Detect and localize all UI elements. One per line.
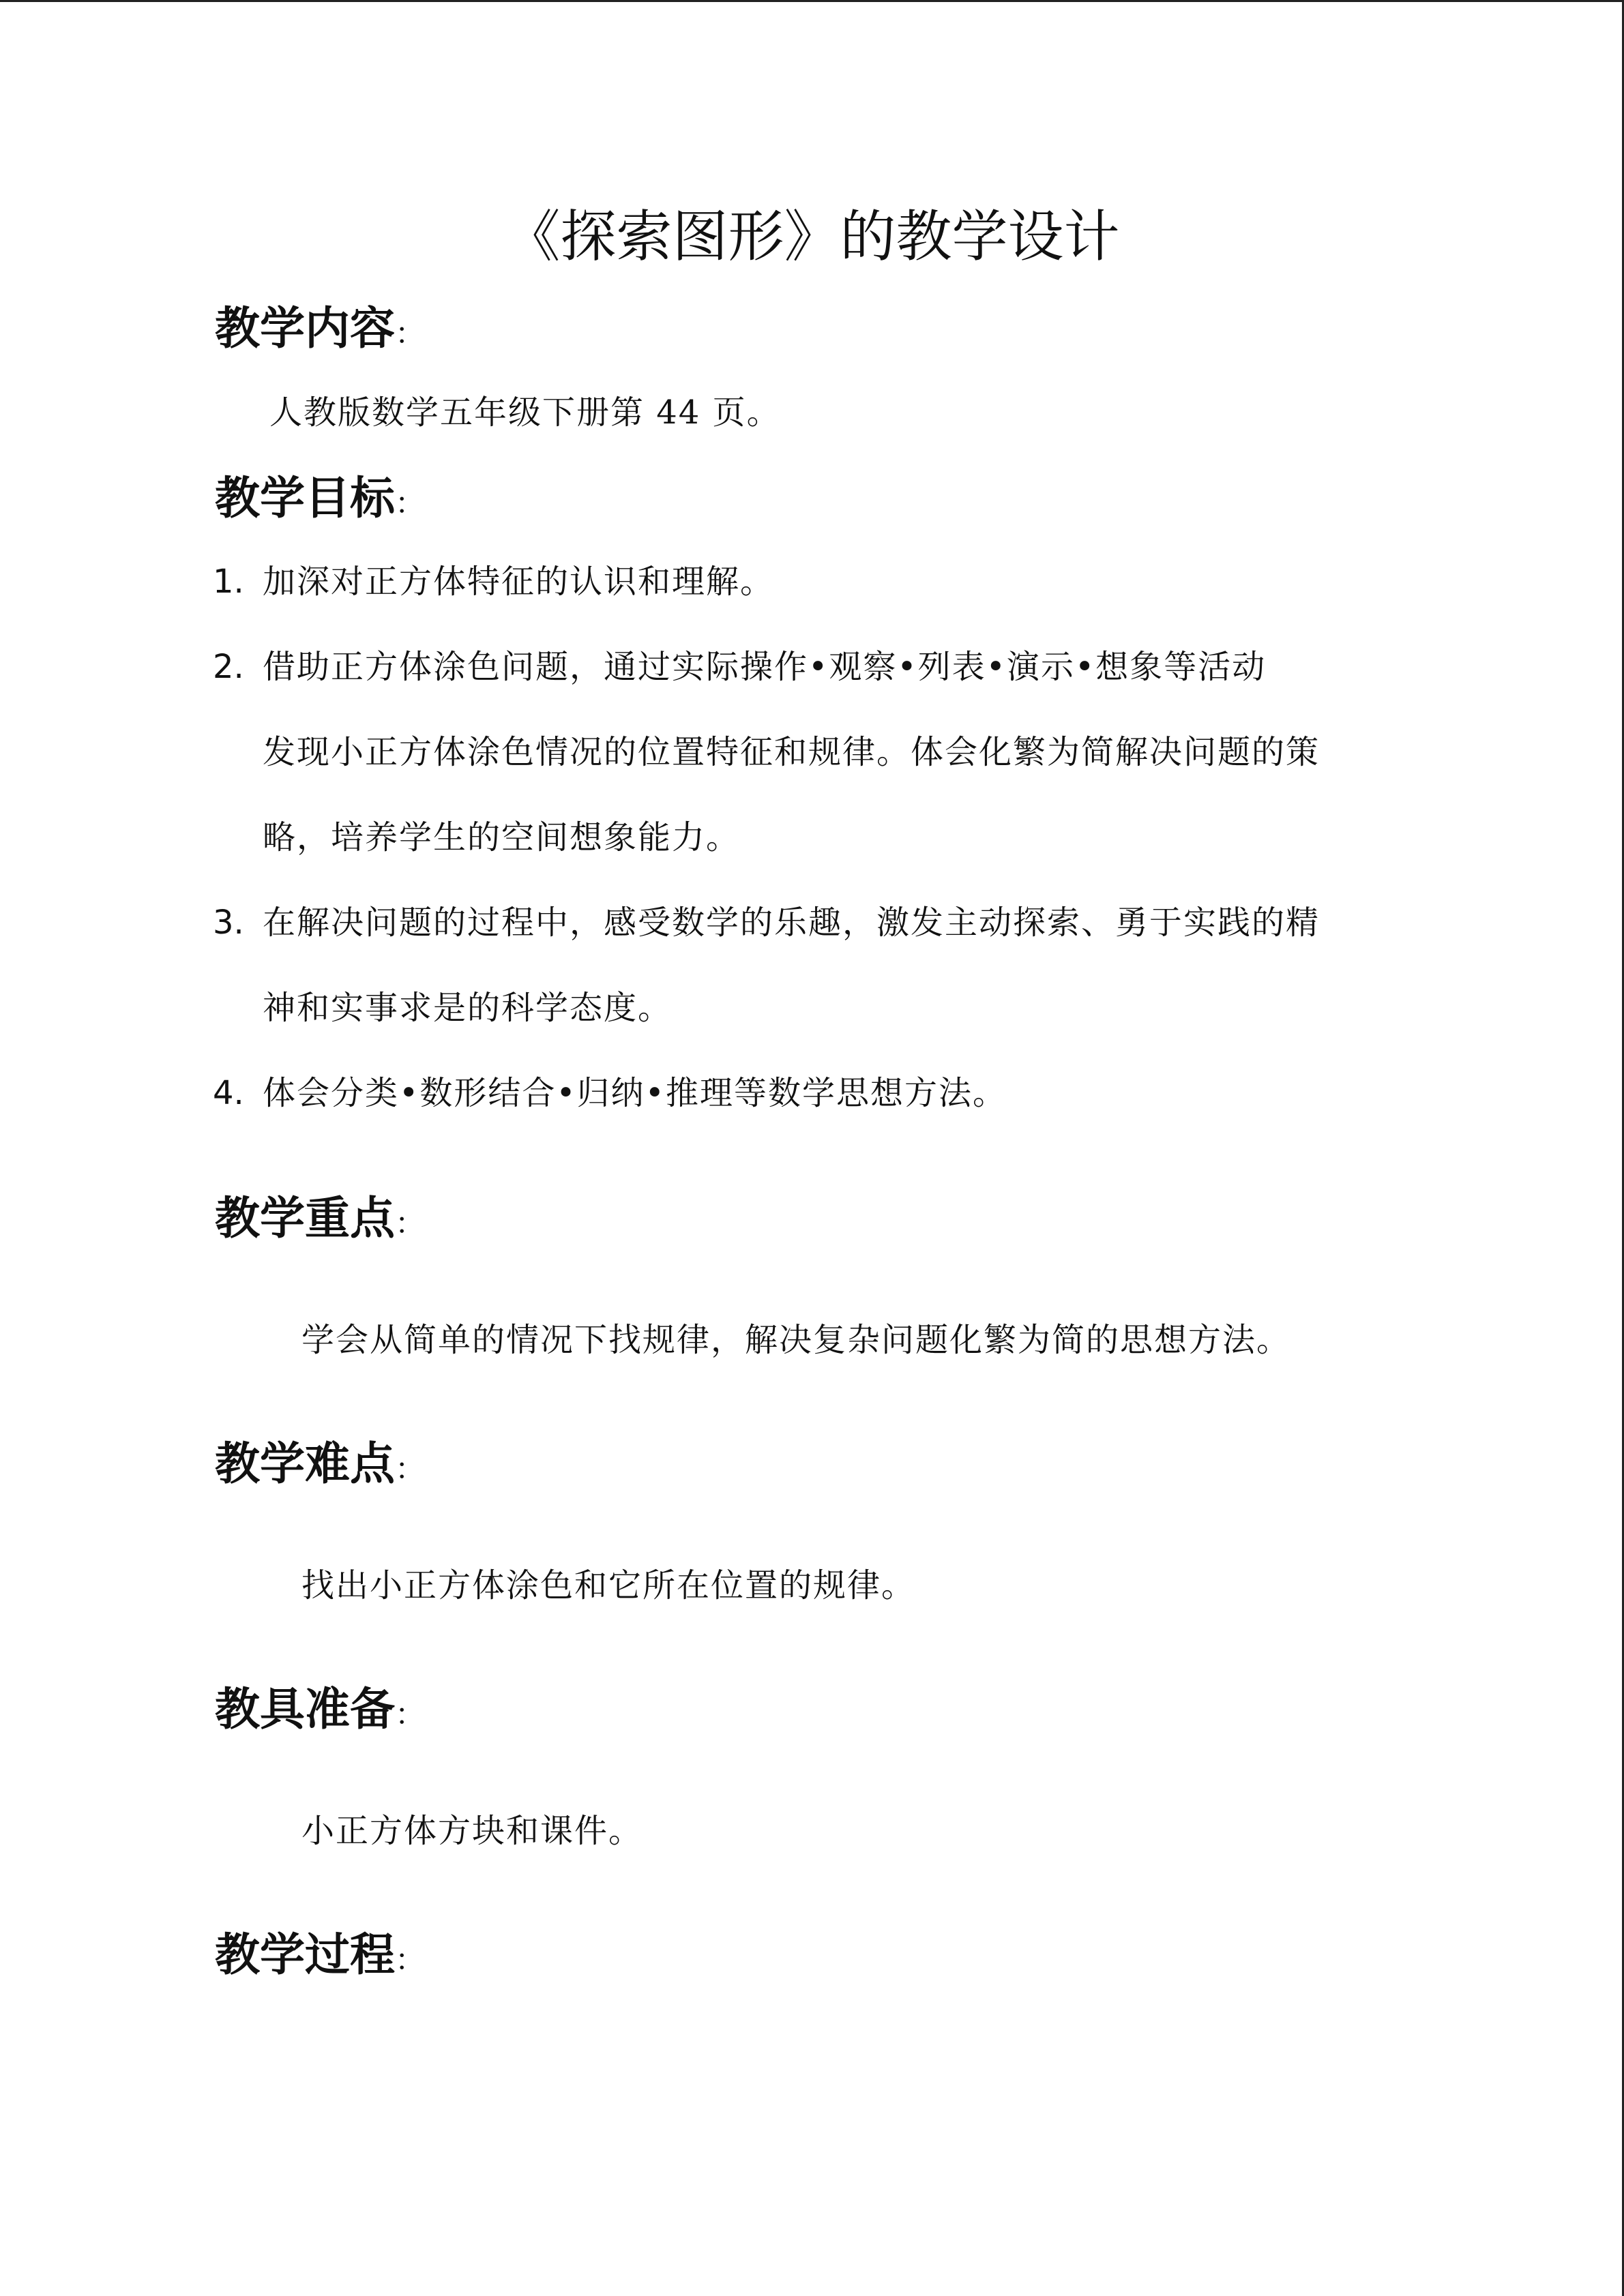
heading-colon: ：	[395, 1943, 425, 1978]
heading-colon: ：	[395, 316, 425, 351]
heading-key-points-text: 教学重点	[215, 1191, 395, 1244]
goal-line: 发现小正方体涂色情况的位置特征和规律。体会化繁为简解决问题的策	[263, 733, 1320, 771]
goal-number: 3.	[213, 904, 244, 942]
goal-line: 略，培养学生的空间想象能力。	[263, 818, 741, 856]
heading-goals	[215, 467, 425, 535]
content-text: 人教版数学五年级下册第 44 页。	[269, 393, 781, 432]
goal-line: 加深对正方体特征的认识和理解。	[263, 563, 775, 601]
heading-process-text: 教学过程	[215, 1928, 395, 1981]
key-points-text: 学会从简单的情况下找规律，解决复杂问题化繁为简的思想方法。	[301, 1321, 1291, 1359]
heading-colon: ：	[395, 486, 425, 521]
heading-tools-text: 教具准备	[215, 1682, 395, 1735]
heading-process	[215, 1924, 425, 1991]
goal-number: 4.	[213, 1074, 244, 1112]
heading-colon: ：	[395, 1697, 425, 1732]
heading-colon: ：	[395, 1206, 425, 1241]
heading-key-points	[215, 1187, 425, 1255]
heading-difficulties-text: 教学难点	[215, 1437, 395, 1490]
heading-colon: ：	[395, 1452, 425, 1487]
heading-goals-text: 教学目标	[215, 471, 395, 524]
heading-tools	[215, 1678, 425, 1746]
heading-content-text: 教学内容	[215, 301, 395, 355]
goal-number: 2.	[213, 648, 244, 686]
goal-line: 体会分类•数形结合•归纳•推理等数学思想方法。	[263, 1074, 1007, 1112]
goal-line: 神和实事求是的科学态度。	[263, 989, 673, 1027]
tools-text: 小正方体方块和课件。	[301, 1812, 643, 1850]
goal-number: 1.	[213, 563, 244, 601]
difficulties-text: 找出小正方体涂色和它所在位置的规律。	[301, 1566, 916, 1605]
document-title: 《探索图形》的教学设计	[504, 205, 1120, 269]
goal-line: 借助正方体涂色问题，通过实际操作•观察•列表•演示•想象等活动	[263, 648, 1267, 686]
goal-line: 在解决问题的过程中，感受数学的乐趣，激发主动探索、勇于实践的精	[263, 904, 1320, 942]
heading-difficulties	[215, 1433, 425, 1500]
heading-content	[215, 297, 425, 365]
